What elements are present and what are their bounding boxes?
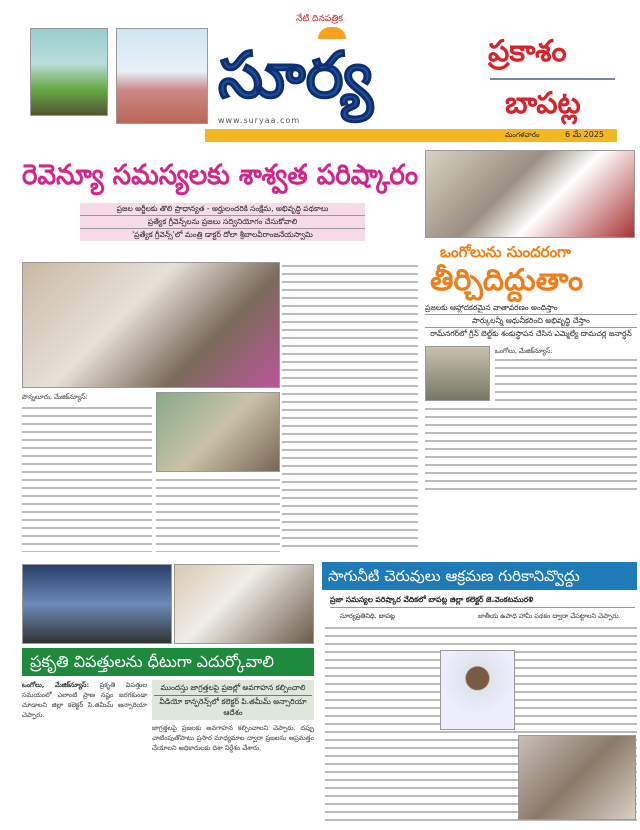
lead-photo-2 [156, 392, 280, 472]
collector-photo [440, 650, 515, 730]
story4-body-text: ప్రకృతి విపత్తుల సమయంలో ఎలాంటి ప్రాణ నష్టం జరగకుండా చూడాలని జిల్లా కలెక్టర్ పి.తమీమ్ అన్సారియా చెప్పారు. [22, 681, 147, 719]
video-conference-photo [22, 564, 172, 644]
story4-right [152, 680, 314, 822]
lead-body-col [282, 262, 418, 552]
story4-body2: జాగ్రత్తలపై ప్రజలకు అవగాహన కల్పించాలని చెప్పారు. దప్పు చాటింపుతోపాటు ప్రసార మాధ్యమాల ద్వారా ప్రజలను అప్రమత్తం చేయాలని అధికారులకు దిశా నిర్దేశం చేశారు. [152, 724, 314, 752]
date-bar [205, 129, 617, 142]
website: www.suryaa.com [218, 116, 301, 125]
story2-sub-1: ప్రజలకు ఆహ్లాదకరమైన వాతావరణం అందిస్తాం [425, 302, 637, 315]
story4-body [22, 680, 147, 822]
story4-headline: ప్రకృతి విపత్తులను ధీటుగా ఎదుర్కోవాలి [30, 652, 274, 671]
date: 6 మే 2025 [565, 130, 604, 139]
story2-block [425, 242, 637, 495]
lead-sub-2: ప్రత్యేక గ్రీవెన్స్‌లను ప్రజలు సద్వినియోగం చేసుకోవాలి [80, 216, 365, 229]
story3-headline-bar [322, 562, 637, 590]
story2-subs [425, 302, 637, 340]
lead-headline: రెవెన్యూ సమస్యలకు శాశ్వత పరిష్కారం [22, 158, 419, 191]
story2-dateline: ఒంగోలు, మేజిక్‌న్యూస్: [495, 347, 553, 355]
story4-dateline: ఒంగోలు, మేజిక్‌న్యూస్: [22, 681, 90, 689]
story2-photo [425, 346, 490, 401]
edition-bapatla: బాపట్ల [505, 86, 581, 121]
grievance-photo [518, 735, 636, 820]
story2-sub-2: పార్కులన్నీ ఆధునీకరించి అభివృద్ధి చేస్తాం [425, 315, 637, 328]
lead-body-col2 [22, 404, 152, 552]
logo: సూర్య [218, 39, 373, 113]
story2-body [495, 346, 637, 401]
story4-box [152, 680, 314, 720]
story4-headline-bar [22, 648, 314, 676]
divider [490, 78, 615, 80]
sun-icon [318, 27, 346, 39]
lead-sub-1: ప్రజల అర్జీలకు తొలి ప్రాధాన్యత - అర్హులందరికి సంక్షేమ, అభివృద్ధి పథకాలు [80, 203, 365, 216]
lead-subhead-box [80, 203, 365, 241]
edition-prakasam: ప్రకాశం [488, 34, 567, 69]
story2-sub-3: రామ్‌నగర్‌లో గ్రీన్ బెల్ట్‌కు శంకుస్థాపన చేసిన ఎమ్మెల్యే దామచర్ల జనార్ధన్ [430, 329, 632, 338]
cow-photo [30, 28, 108, 116]
lead-body-col3 [156, 476, 280, 552]
beach-photo [116, 28, 208, 124]
story3-first-line: జాతీయ ఉపాధి హామీ పథకం ద్వారా చేపట్టాలని చెప్పారు. [478, 612, 621, 620]
story2-kicker: ఒంగోలును సుందరంగా [440, 243, 571, 261]
meeting-photo [174, 564, 314, 644]
ongole-photo [425, 150, 635, 238]
lead-body [22, 392, 152, 402]
story3-rule [330, 607, 635, 608]
lead-sub-3: 'ప్రత్యేక గ్రీవెన్స్'లో మంత్రి డాక్టర్ దోలా శ్రీబాలవీరాంజనేయస్వామి [132, 230, 313, 239]
story2-body-lines [425, 405, 637, 495]
lead-dateline: పొన్నలూరు, మేజిక్‌న్యూస్: [22, 393, 88, 401]
tagline: నేటి దినపత్రిక [296, 14, 343, 24]
story3-sub: ప్రజా సమస్యల పరిష్కార వేదికలో బాపట్ల జిల్లా కలెక్టర్ జె.వెంకటమురళి [330, 595, 534, 604]
story2-headline: తీర్చిదిద్దుతాం [430, 263, 584, 298]
day: మంగళవారం [505, 131, 540, 139]
story4-box-1: ముందస్తు జాగ్రత్తలపై ప్రజల్లో అవగాహన కల్పించాలి [154, 682, 312, 696]
lead-photo [22, 262, 280, 388]
story2-lower [425, 346, 637, 401]
story3-headline: సాగునీటి చెరువులు ఆక్రమణ గురికానివ్వొద్దు [328, 567, 580, 585]
story3-dateline: సూర్యప్రతినిధి, బాపట్ల [340, 612, 396, 620]
story2-body-lines-top [495, 356, 637, 401]
story4-box-2: వీడియో కాన్ఫరెన్స్‌లో కలెక్టర్ పి.తమీమ్ అన్సారియా ఆదేశం [159, 697, 307, 717]
